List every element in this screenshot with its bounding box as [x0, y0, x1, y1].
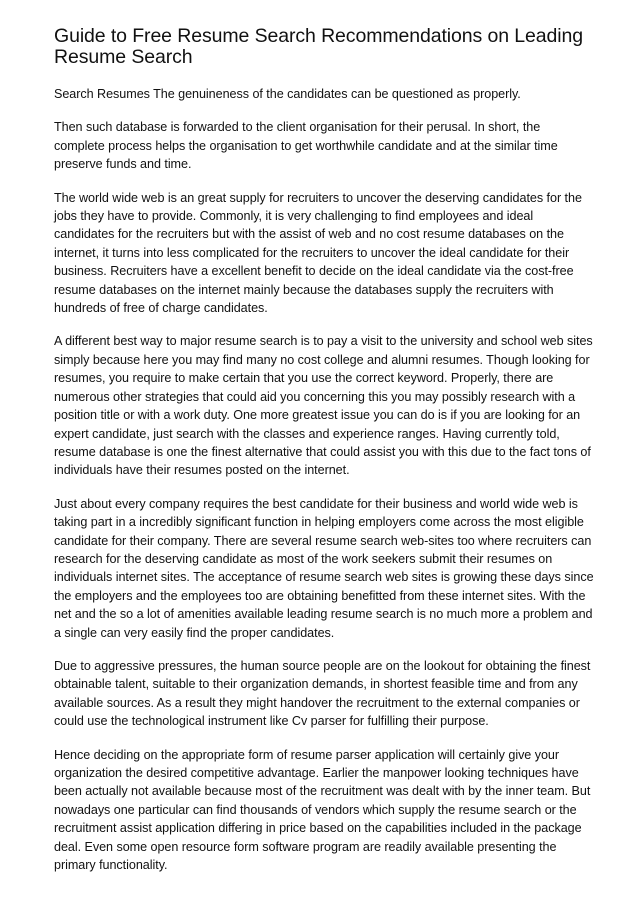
document-title: Guide to Free Resume Search Recommendations on Leading Resume Search	[54, 25, 583, 68]
paragraph-university-search: A different best way to major resume search is to pay a visit to the university and school web sites simply because here you may find many no cost college and alumni resumes. Though looking for resumes, you require to make certain that you use the correct keyword. Properly, there are numerous other strategies that could aid you concerning this you may possibly research with a position title or with a work duty. One more greatest issue you can do is if you are looking for an expert candidate, just search with the classes and experience ranges. Having currently told, resume database is one the finest alternative that could assist you with this due to the fact tons of individuals have their resumes posted on the internet.	[54, 334, 593, 478]
paragraph-database: Then such database is forwarded to the client organisation for their perusal. In short, the complete process helps the organisation to get worthwhile candidate and at the similar time preserve funds and time.	[54, 120, 558, 172]
paragraph-resume-parser: Hence deciding on the appropriate form of resume parser application will certainly give your organization the desired competitive advantage. Earlier the manpower looking techniques have been actually not available because most of the recruitment was dealt with by the inner team. But nowadays one particular can find thousands of vendors which supply the resume search or the recruitment assist application differing in price based on the capabilities included in the package deal. Even some open resource form software program are readily available presenting the primary functionality.	[54, 747, 591, 873]
paragraph-aggressive-pressures: Due to aggressive pressures, the human source people are on the lookout for obtaining the finest obtainable talent, suitable to their organization demands, in shortest feasible time and from any available sources. As a result they might handover the recruitment to the external companies or could use the technological instrument like Cv parser for fulfilling their purpose.	[54, 658, 591, 729]
document-page	[54, 26, 594, 889]
paragraph-company-requirements: Just about every company requires the best candidate for their business and world wide web is taking part in a incredibly significant function in helping employers come across the most eligible candidate for their company. There are several resume search web-sites too where recruiters can research for the deserving candidate as most of the work seekers submit their resumes on individuals internet sites. The acceptance of resume search web sites is growing these days since the employers and the employees too are obtaining benefitted from these internet sites. With the net and the so a lot of amenities available leading resume search is no much more a problem and a single can very easily find the proper candidates.	[54, 496, 594, 640]
paragraph-intro: Search Resumes The genuineness of the candidates can be questioned as properly.	[54, 87, 521, 101]
paragraph-world-wide-web: The world wide web is an great supply for recruiters to uncover the deserving candidates for the jobs they have to provide. Commonly, it is very challenging to find employees and ideal candidates for the recruiters but with the assist of web and no cost resume databases on the internet, it turns into less complicated for the recruiters to uncover the ideal candidate for their business. Recruiters have a excellent benefit to decide on the ideal candidate via the cost-free resume databases on the internet mainly because the databases supply the recruiters with hundreds of free of charge candidates.	[54, 190, 582, 316]
